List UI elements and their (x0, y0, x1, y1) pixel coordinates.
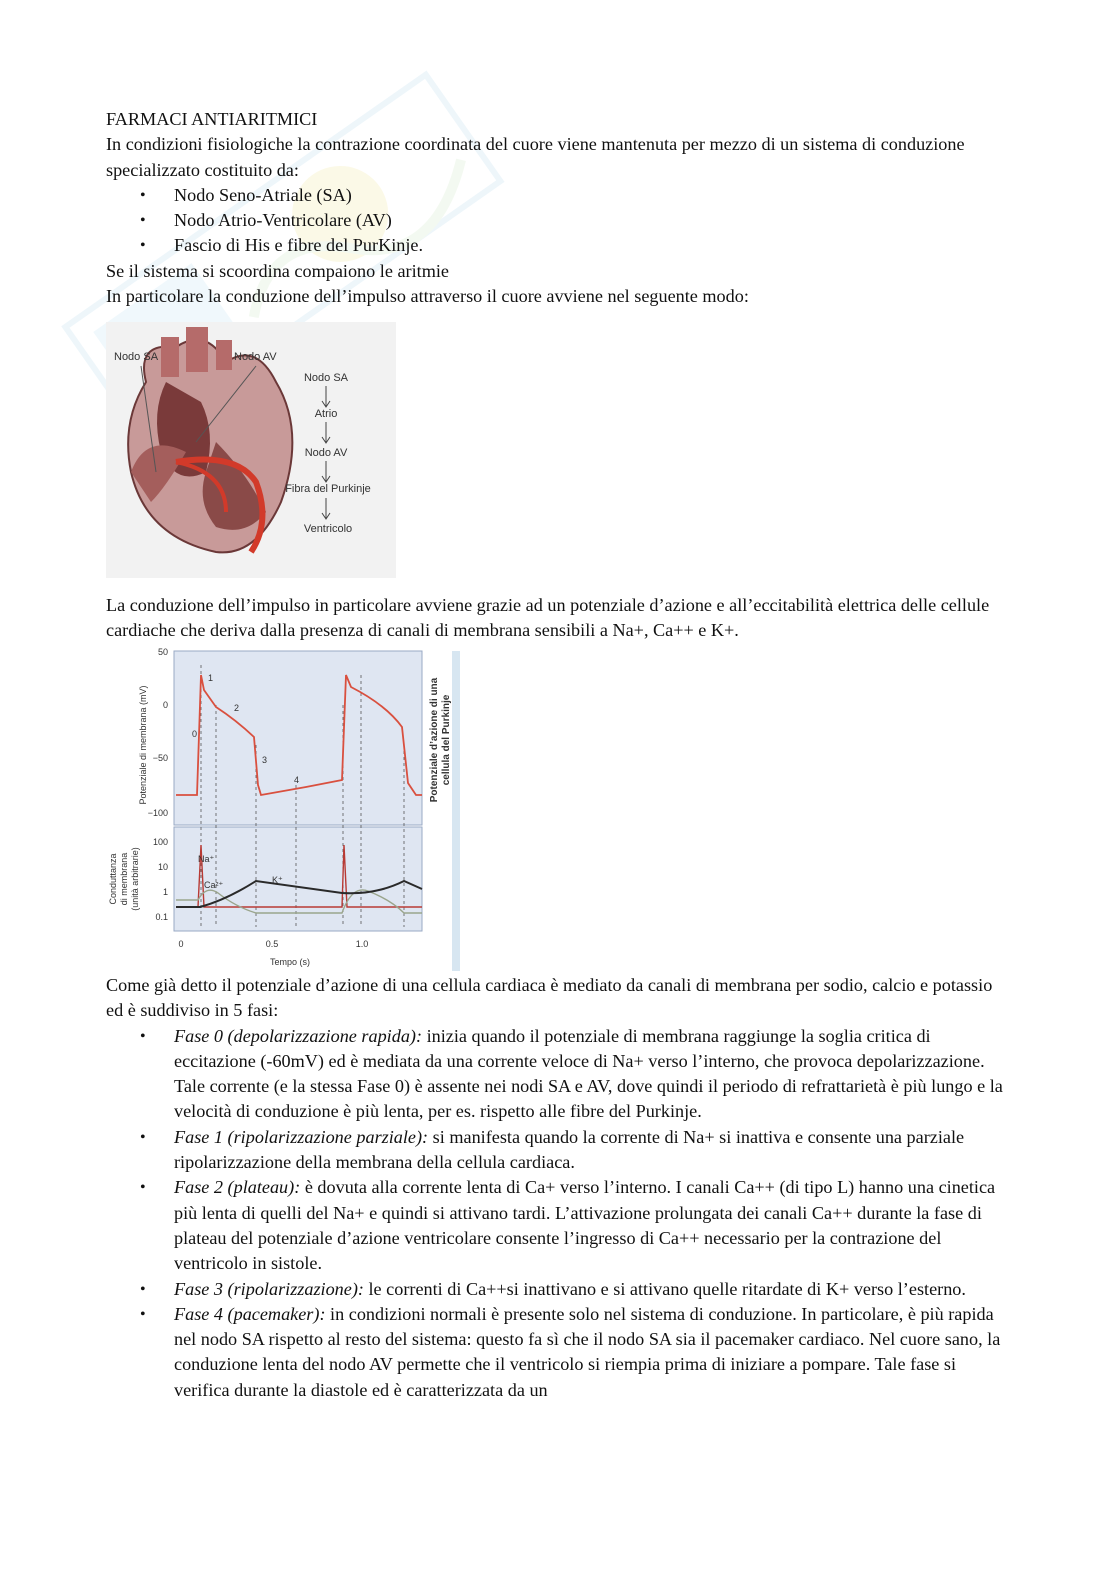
list-item (106, 1277, 1006, 1302)
tick-label: 100 (152, 837, 168, 847)
page-title: FARMACI ANTIARITMICI (106, 109, 318, 129)
seq-nodo-sa: Nodo SA (303, 372, 349, 384)
label-nodo-av: Nodo AV (234, 351, 277, 363)
potential-paragraph: La conduzione dell’impulso in particolare avviene grazie ad un potenziale d’azione e all’eccitabilità elettrica delle cellule cardiache che deriva dalla presenza di canali di membrana sensibili a Na+, Ca++ e K+. (106, 595, 990, 641)
phase-name: Fase 2 (plateau): (174, 1177, 301, 1198)
tick-label: 10 (157, 862, 168, 872)
phase-text: inizia quando il potenziale di membrana raggiunge la soglia critica di eccitazione (-60mV) ed è mediata da una corrente veloce di Na+ verso l’interno, che provoca depolarizzazione. Tale corrente (e la stessa Fase 0) è assente nei nodi SA e AV, dove quindi il periodo di refrattarietà è più lungo e la velocità di conduzione è più lenta, per es. rispetto alle fibre del Purkinje. (174, 1025, 1003, 1122)
tick-label: 1 (162, 887, 168, 897)
action-potential-figure (106, 645, 462, 971)
phase-text: le correnti di Ca++si inattivano e si attivano quelle ritardate di K+ verso l’esterno. (363, 1278, 966, 1299)
list-item (106, 1125, 1006, 1176)
side-title-line-1: Potenziale d’azione di una (429, 677, 440, 803)
intro-paragraph: In condizioni fisiologiche la contrazione coordinata del cuore viene mantenuta per mezzo di un sistema di conduzione specializzato costituito da: (106, 134, 965, 180)
bottom-y-axis-label-2: di membrana (119, 852, 129, 906)
side-title-line-2: cellula del Purkinje (441, 694, 452, 786)
side-strip (452, 651, 460, 971)
x-tick-label: 1.0 (355, 939, 369, 949)
phase-text: si manifesta quando la corrente di Na+ si inattiva e consente una parziale ripolarizzazione della membrana della cellula cardiaca. (174, 1126, 965, 1173)
list-item: • Fascio di His e fibre del PurKinje. (106, 233, 1006, 258)
seq-atrio: Atrio (314, 408, 338, 420)
tick-label: −100 (147, 808, 168, 818)
phases-intro-paragraph: Come già detto il potenziale d’azione di una cellula cardiaca è mediato da canali di membrana per sodio, calcio e potassio ed è suddiviso in 5 fasi: (106, 975, 993, 1021)
ion-label-na: Na⁺ (198, 854, 215, 864)
tick-label: 0.1 (155, 912, 168, 922)
list-item (106, 1024, 1006, 1125)
phase-text: in condizioni normali è presente solo nel sistema di conduzione. In particolare, è più rapida nel nodo SA rispetto al resto del sistema: questo fa sì che il nodo SA sia il pacemaker cardiaco. Nel cuore sano, la conduzione lenta del nodo AV permette che il ventricolo si riempia prima di iniziare a pompare. Tale fase si verifica durante la diastole ed è caratterizzata da un (174, 1303, 1001, 1400)
tick-label: 50 (157, 647, 168, 657)
phase-label: 0 (192, 729, 198, 739)
phase-name: Fase 1 (ripolarizzazione parziale): (174, 1126, 429, 1147)
phase-name: Fase 3 (ripolarizzazione): (174, 1278, 364, 1299)
phases-list (106, 1024, 1006, 1403)
seq-nodo-av: Nodo AV (304, 447, 348, 459)
bottom-y-axis-label-1: Conduttanza (108, 853, 118, 905)
phase-text: è dovuta alla corrente lenta di Ca+ verso l’interno. I canali Ca++ (di tipo L) hanno una cinetica più lenta di quelli del Na+ e quindi si attivano tardi. L’attivazione prolungata dei canali Ca++ durante la fase di plateau del potenziale d’azione ventricolare consente l’ingresso di Ca++ necessario per la contrazione del ventricolo in sistole. (174, 1177, 996, 1274)
x-axis-label: Tempo (s) (269, 957, 311, 967)
phases-section (106, 973, 1006, 1403)
bottom-panel (174, 827, 422, 931)
list-item: • Nodo Atrio-Ventricolare (AV) (106, 208, 1006, 233)
phase-label: 1 (208, 673, 214, 683)
tick-label: 0 (162, 700, 168, 710)
bottom-y-axis-label-3: (unità arbitrarie) (130, 847, 140, 911)
list-item (106, 1175, 1006, 1276)
phase-label: 3 (262, 755, 268, 765)
top-y-axis-label: Potenziale di membrana (mV) (138, 685, 148, 805)
list-item (106, 1302, 1006, 1403)
phase-label: 4 (294, 775, 300, 785)
x-tick-label: 0.5 (265, 939, 279, 949)
phase-name: Fase 4 (pacemaker): (174, 1303, 326, 1324)
ion-label-ca: Ca²⁺ (204, 880, 224, 890)
conduction-system-list (106, 183, 1006, 259)
tick-label: −50 (152, 753, 168, 763)
intro-section (106, 107, 1006, 309)
conduction-paragraph: In particolare la conduzione dell’impulso attraverso il cuore avviene nel seguente modo: (106, 286, 749, 307)
arrhythmia-paragraph: Se il sistema si scoordina compaiono le aritmie (106, 260, 449, 281)
potential-section (106, 593, 1006, 644)
list-item: • Nodo Seno-Atriale (SA) (106, 183, 1006, 208)
phase-label: 2 (234, 703, 240, 713)
seq-ventricolo: Ventricolo (303, 523, 353, 535)
phase-name: Fase 0 (depolarizzazione rapida): (174, 1025, 423, 1046)
ion-label-k: K⁺ (272, 875, 283, 885)
seq-fibra-purkinje: Fibra del Purkinje (285, 483, 371, 495)
label-nodo-sa: Nodo SA (114, 351, 159, 363)
heart-conduction-figure (106, 322, 396, 578)
x-tick-label: 0 (178, 939, 184, 949)
